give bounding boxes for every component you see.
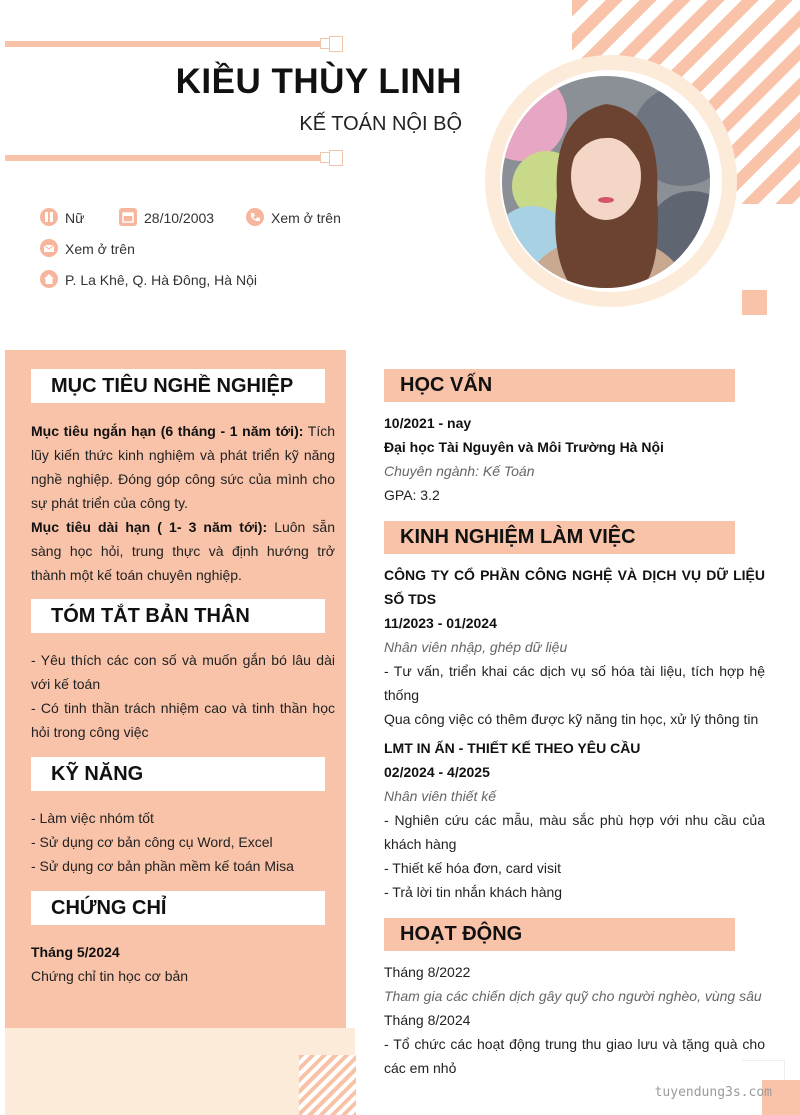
section-heading-skills: KỸ NĂNG (31, 757, 325, 791)
section-heading-experience: KINH NGHIỆM LÀM VIỆC (384, 521, 735, 554)
objective-long-text: Luôn sẵn sàng học hỏi, trung thực và định hướng trở thành một kế toán chuyên nghiệp. (31, 519, 335, 583)
certificate-date: Tháng 5/2024 (31, 944, 120, 960)
skills-list (31, 806, 335, 878)
section-heading-activities: HOẠT ĐỘNG (384, 918, 735, 951)
activity-description: - Tổ chức các hoạt động trung thu giao lưu và tặng quà cho các em nhỏ (384, 1036, 765, 1076)
contact-phone (246, 210, 341, 228)
certificate-entry (31, 940, 335, 988)
section-heading-education: HỌC VẤN (384, 369, 735, 402)
list-item: - Sử dụng cơ bản công cụ Word, Excel (31, 834, 273, 850)
activity-description: Tham gia các chiến dịch gây quỹ cho người nghèo, vùng sâu (384, 988, 762, 1004)
email-icon (40, 239, 58, 257)
calendar-icon (119, 208, 137, 226)
header-line-cap (329, 150, 343, 166)
header-line-cap (329, 36, 343, 52)
birthday-value: 28/10/2003 (144, 210, 215, 226)
list-item: - Sử dụng cơ bản phần mềm kế toán Misa (31, 858, 294, 874)
education-school: Đại học Tài Nguyên và Môi Trường Hà Nội (384, 439, 664, 455)
contact-gender (40, 210, 84, 228)
objective-long-label: Mục tiêu dài hạn ( 1- 3 năm tới): (31, 519, 268, 535)
home-icon (40, 270, 58, 288)
job-role: Nhân viên thiết kế (384, 788, 497, 804)
job-company: CÔNG TY CỔ PHẦN CÔNG NGHỆ VÀ DỊCH VỤ DỮ LIỆU SỐ TDS (384, 567, 765, 607)
header-line-bottom (5, 155, 327, 161)
avatar (502, 76, 710, 288)
job-period: 11/2023 - 01/2024 (384, 615, 497, 631)
email-value: Xem ở trên (65, 241, 135, 257)
gender-value: Nữ (65, 210, 85, 226)
section-heading-summary: TÓM TẮT BẢN THÂN (31, 599, 325, 633)
job-period: 02/2024 - 4/2025 (384, 764, 490, 780)
job-description: - Tư vấn, triển khai các dịch vụ số hóa tài liệu, tích hợp hệ thống (384, 663, 765, 703)
experience-entry (384, 563, 765, 731)
education-entry (384, 411, 765, 507)
experience-entry (384, 736, 765, 904)
contact-email (40, 241, 135, 259)
job-description: Qua công việc có thêm được kỹ năng tin học, xử lý thông tin (384, 711, 759, 727)
decor-stripes-bottom (299, 1055, 356, 1115)
job-description: - Nghiên cứu các mẫu, màu sắc phù hợp với nhu cầu của khách hàng (384, 812, 765, 852)
list-item: - Có tinh thần trách nhiệm cao và tinh thần học hỏi trong công việc (31, 700, 335, 740)
candidate-name: KIỀU THÙY LINH (175, 62, 462, 101)
list-item: - Yêu thích các con số và muốn gắn bó lâu dài với kế toán (31, 652, 335, 692)
phone-value: Xem ở trên (271, 210, 341, 226)
section-heading-certificates: CHỨNG CHỈ (31, 891, 325, 925)
job-role: Nhân viên nhập, ghép dữ liệu (384, 639, 568, 655)
header-line-top (5, 41, 327, 47)
watermark: tuyendung3s.com (654, 1085, 772, 1100)
gender-icon (40, 208, 58, 226)
decor-square (742, 290, 767, 315)
contact-address (40, 272, 257, 290)
contact-birthday (119, 210, 214, 228)
certificate-name: Chứng chỉ tin học cơ bản (31, 968, 189, 984)
activity-date: Tháng 8/2022 (384, 964, 471, 980)
phone-icon (246, 208, 264, 226)
education-major: Chuyên ngành: Kế Toán (384, 463, 535, 479)
job-description: - Trả lời tin nhắn khách hàng (384, 884, 563, 900)
activity-date: Tháng 8/2024 (384, 1012, 471, 1028)
address-value: P. La Khê, Q. Hà Đông, Hà Nội (65, 272, 257, 288)
objective-text (31, 419, 335, 587)
summary-list (31, 648, 335, 744)
activities-entry (384, 960, 765, 1080)
education-period: 10/2021 - nay (384, 415, 472, 431)
job-title: KẾ TOÁN NỘI BỘ (299, 113, 462, 135)
list-item: - Làm việc nhóm tốt (31, 810, 154, 826)
objective-short-text: Tích lũy kiến thức kinh nghiệm và phát triển kỹ năng nghề nghiệp. Đóng góp công sức của mình cho sự phát triển của công ty. (31, 423, 335, 511)
job-description: - Thiết kế hóa đơn, card visit (384, 860, 562, 876)
section-heading-objective: MỤC TIÊU NGHỀ NGHIỆP (31, 369, 325, 403)
education-gpa: GPA: 3.2 (384, 487, 440, 503)
job-company: LMT IN ẤN - THIẾT KẾ THEO YÊU CẦU (384, 740, 641, 756)
objective-short-label: Mục tiêu ngắn hạn (6 tháng - 1 năm tới): (31, 423, 304, 439)
